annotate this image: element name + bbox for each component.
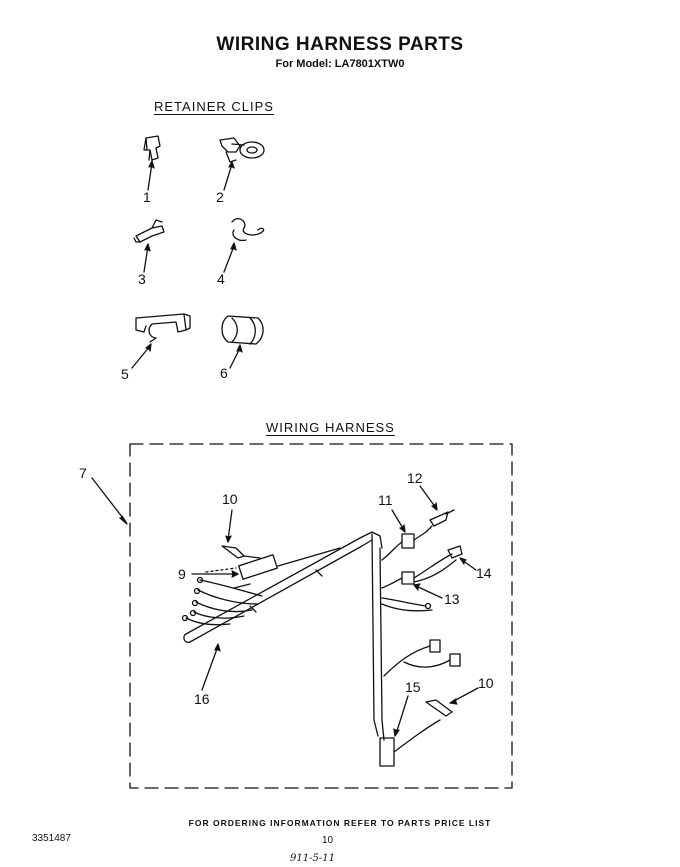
- arrow-1: [149, 161, 154, 168]
- callout-9: 9: [178, 566, 186, 582]
- arrow-11: [400, 525, 405, 532]
- callout-10-lower: 10: [478, 675, 494, 691]
- callout-13: 13: [444, 591, 460, 607]
- arrow-2: [229, 162, 234, 168]
- arrow-10a: [226, 536, 231, 542]
- leader-4: [224, 246, 234, 272]
- callout-7: 7: [79, 465, 87, 481]
- callout-1: 1: [143, 189, 151, 205]
- callout-5: 5: [121, 366, 129, 382]
- page-number: 10: [322, 835, 334, 846]
- arrow-10b: [450, 699, 457, 704]
- harness-left-branches: [183, 546, 341, 625]
- leader-2: [224, 164, 232, 190]
- page-title: WIRING HARNESS PARTS: [216, 34, 464, 55]
- retainer-clip-3-drawing: [134, 220, 164, 242]
- callout-12: 12: [407, 470, 423, 486]
- callout-14: 14: [476, 565, 492, 581]
- callout-4: 4: [217, 271, 225, 287]
- leader-12: [420, 486, 436, 508]
- arrow-7: [120, 516, 127, 524]
- arrow-4: [231, 243, 236, 250]
- retainer-clip-4-drawing: [232, 219, 264, 241]
- wiring-harness-heading: WIRING HARNESS: [266, 420, 395, 435]
- retainer-clip-6-drawing: [222, 316, 263, 344]
- retainer-clips-heading: RETAINER CLIPS: [154, 99, 274, 114]
- callout-3: 3: [138, 271, 146, 287]
- ordering-info-note: FOR ORDERING INFORMATION REFER TO PARTS PRICE LIST: [188, 818, 492, 828]
- callout-16: 16: [194, 691, 210, 707]
- harness-trunk: [184, 532, 384, 740]
- retainer-clip-2-drawing: [220, 138, 264, 162]
- arrow-15: [394, 729, 399, 736]
- callout-15: 15: [405, 679, 421, 695]
- retainer-clip-5-drawing: [136, 314, 190, 342]
- callout-11: 11: [378, 492, 393, 508]
- handwritten-note: 911-5-11: [290, 853, 335, 864]
- leader-13: [416, 586, 442, 598]
- callout-10-upper: 10: [222, 491, 238, 507]
- arrow-6: [237, 345, 242, 352]
- arrow-9: [232, 571, 238, 577]
- leader-5: [132, 346, 150, 368]
- document-number: 3351487: [32, 833, 71, 844]
- arrow-3: [145, 244, 150, 251]
- arrow-14: [460, 558, 466, 564]
- leader-7: [92, 478, 126, 522]
- harness-right-branches: [380, 510, 462, 766]
- model-line: For Model: LA7801XTW0: [275, 58, 405, 70]
- leader-16: [202, 646, 218, 690]
- retainer-clip-1-drawing: [144, 136, 160, 160]
- leader-15: [396, 696, 408, 734]
- callout-6: 6: [220, 365, 228, 381]
- arrow-16: [215, 644, 220, 651]
- callout-2: 2: [216, 189, 224, 205]
